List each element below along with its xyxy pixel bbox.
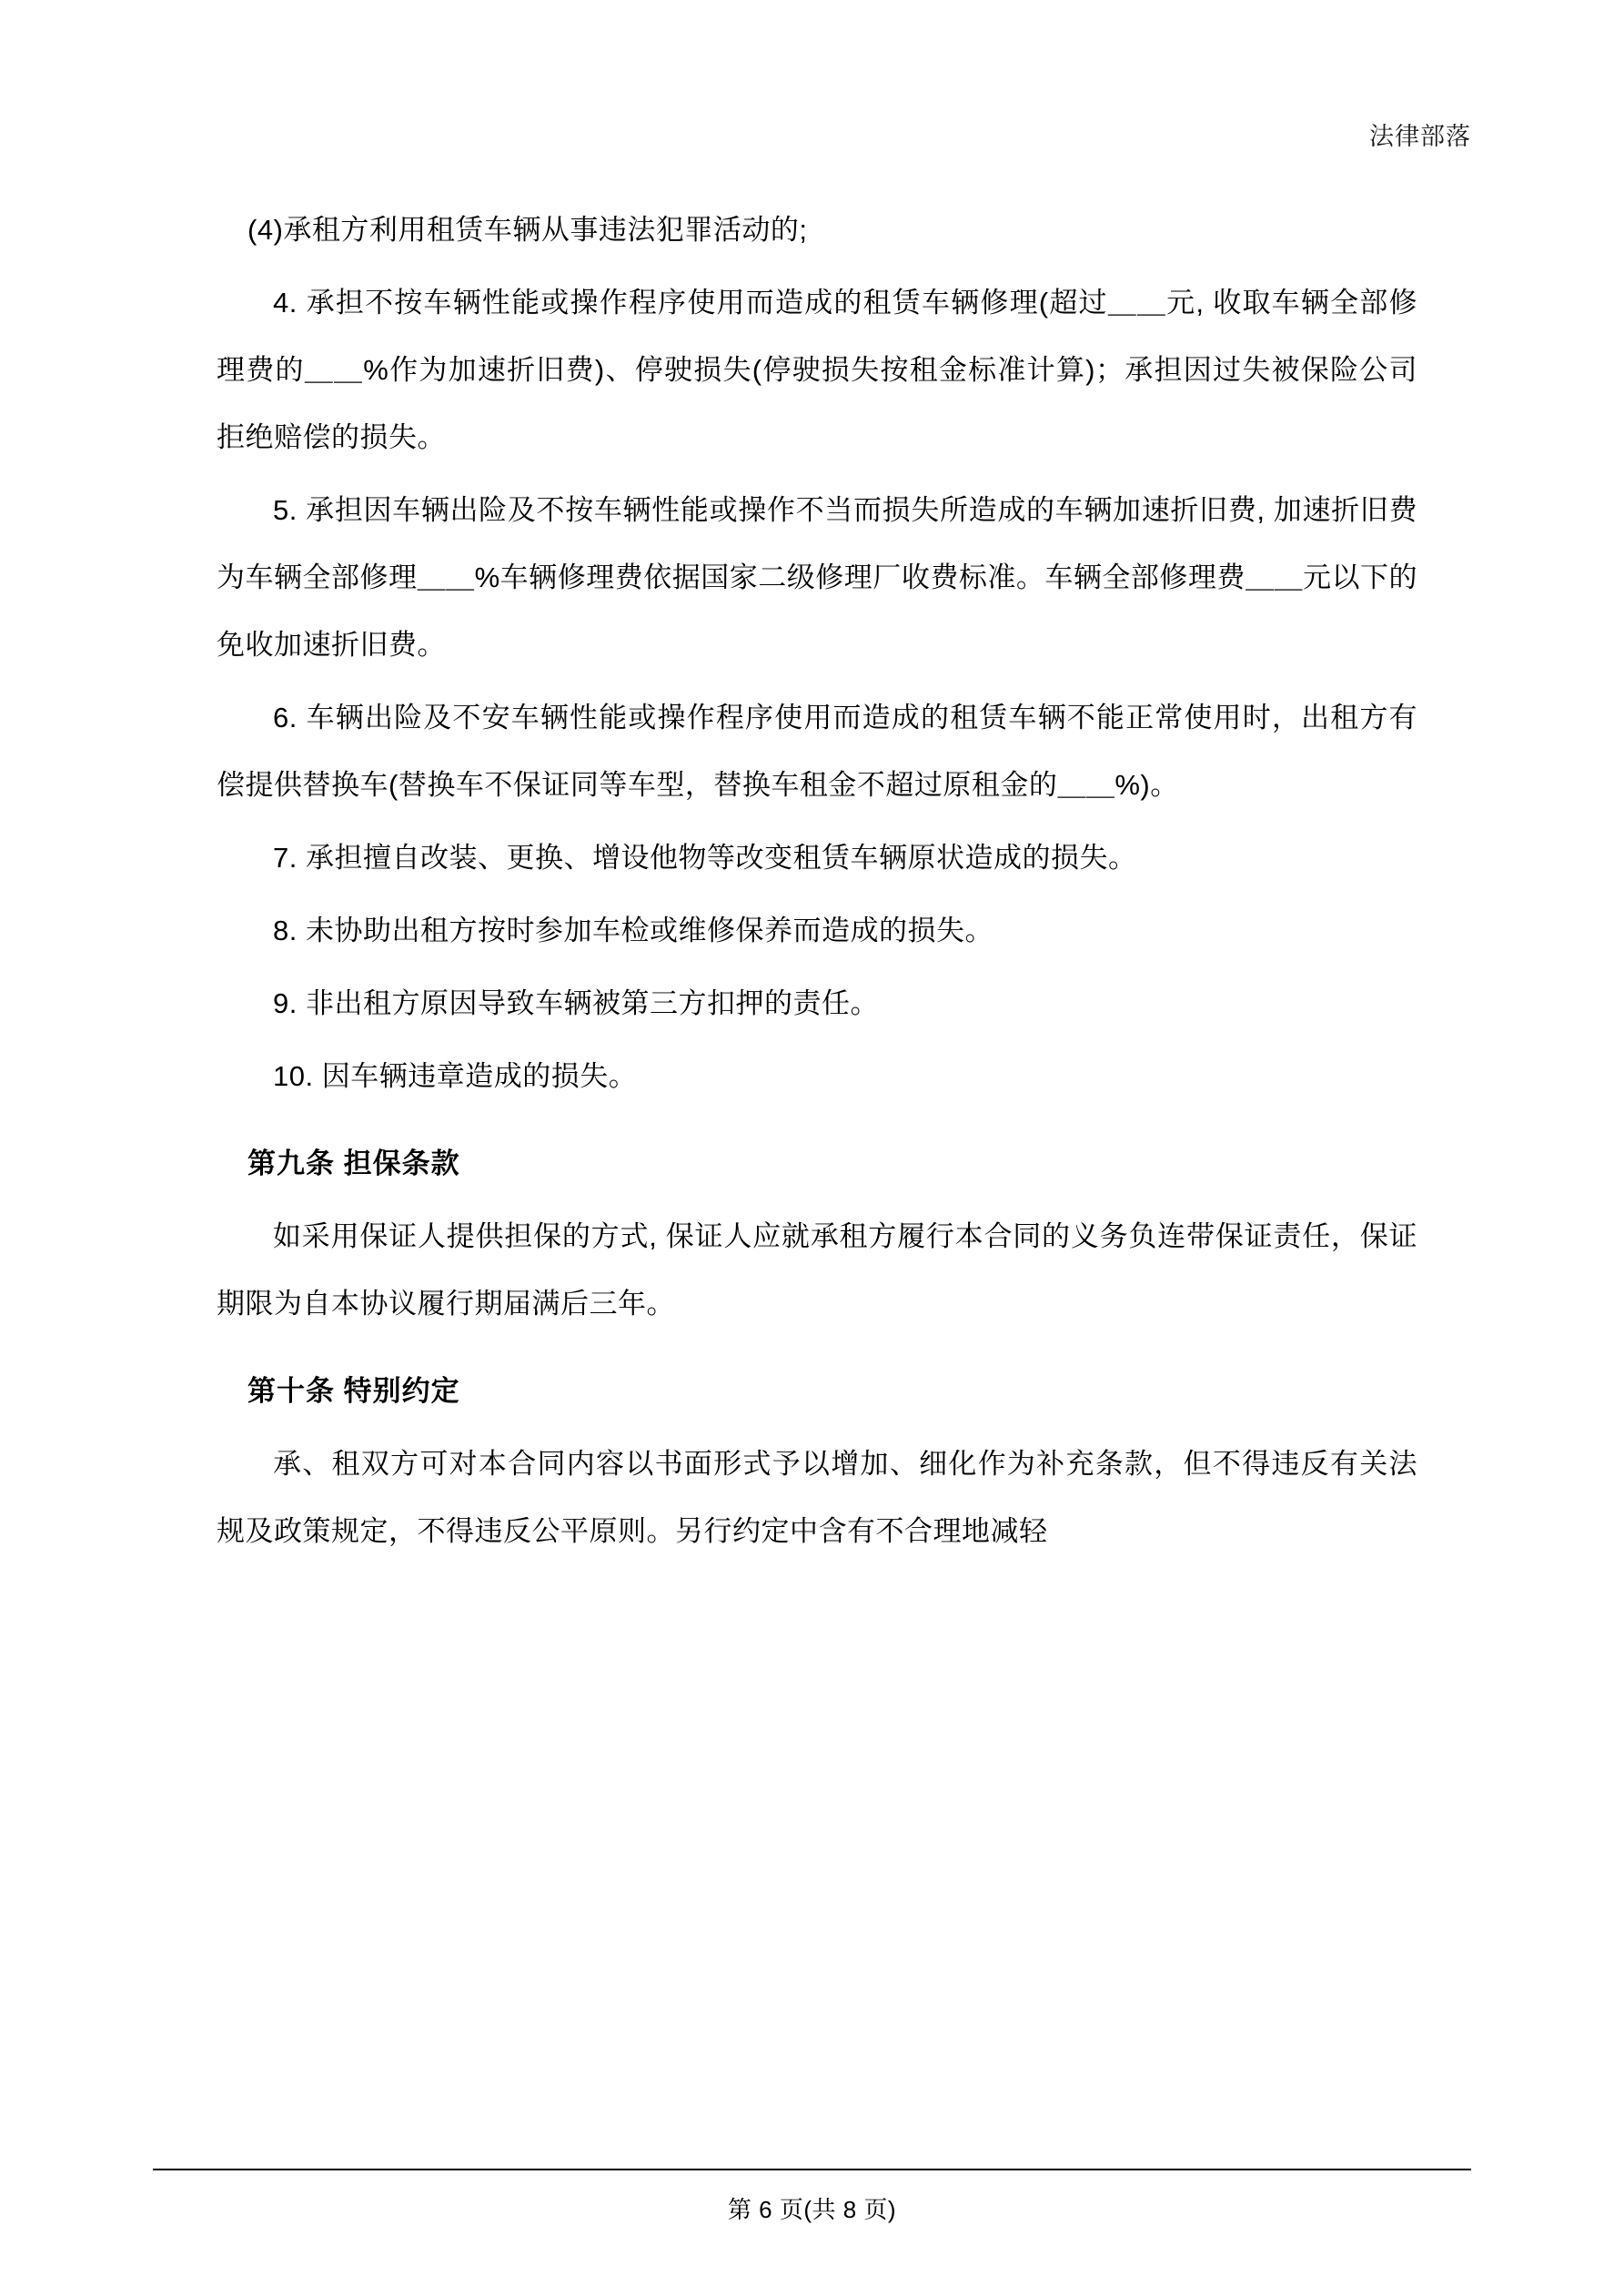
section-heading-nine: 第九条 担保条款: [247, 1148, 460, 1179]
paragraph-item-4: 4. 承担不按车辆性能或操作程序使用而造成的租赁车辆修理(超过＿＿元, 收取车辆全部修理费的＿＿%作为加速折旧费)、停驶损失(停驶损失按租金标准计算)；承担因过失被保险公司拒绝赔偿的损失。: [217, 287, 1417, 453]
section-nine-text: 如采用保证人提供担保的方式, 保证人应就承租方履行本合同的义务负连带保证责任，保证期限为自本协议履行期届满后三年。: [217, 1220, 1417, 1320]
section-ten-text: 承、租双方可对本合同内容以书面形式予以增加、细化作为补充条款，但不得违反有关法规及政策规定，不得违反公平原则。另行约定中含有不合理地减轻: [217, 1448, 1417, 1547]
footer-divider: [153, 2169, 1471, 2170]
page-number-footer: 第 6 页(共 8 页): [727, 2196, 897, 2223]
page-header-watermark: 法律部落: [1369, 123, 1471, 150]
document-body: [217, 197, 1417, 1571]
section-heading-ten: 第十条 特别约定: [247, 1375, 460, 1407]
paragraph-item-4-sub: (4)承租方利用租赁车辆从事违法犯罪活动的;: [247, 214, 808, 246]
paragraph-item-6: 6. 车辆出险及不安车辆性能或操作程序使用而造成的租赁车辆不能正常使用时，出租方有偿提供替换车(替换车不保证同等车型，替换车租金不超过原租金的＿＿%)。: [217, 702, 1417, 801]
paragraph-item-9: 9. 非出租方原因导致车辆被第三方扣押的责任。: [273, 987, 879, 1019]
paragraph-item-5: 5. 承担因车辆出险及不按车辆性能或操作不当而损失所造成的车辆加速折旧费, 加速折旧费为车辆全部修理＿＿%车辆修理费依据国家二级修理厂收费标准。车辆全部修理费＿＿元以下的免收加速折旧费。: [217, 494, 1417, 661]
paragraph-item-7: 7. 承担擅自改装、更换、增设他物等改变租赁车辆原状造成的损失。: [273, 842, 1137, 874]
paragraph-item-8: 8. 未协助出租方按时参加车检或维修保养而造成的损失。: [273, 915, 994, 946]
paragraph-item-10: 10. 因车辆违章造成的损失。: [273, 1060, 638, 1092]
